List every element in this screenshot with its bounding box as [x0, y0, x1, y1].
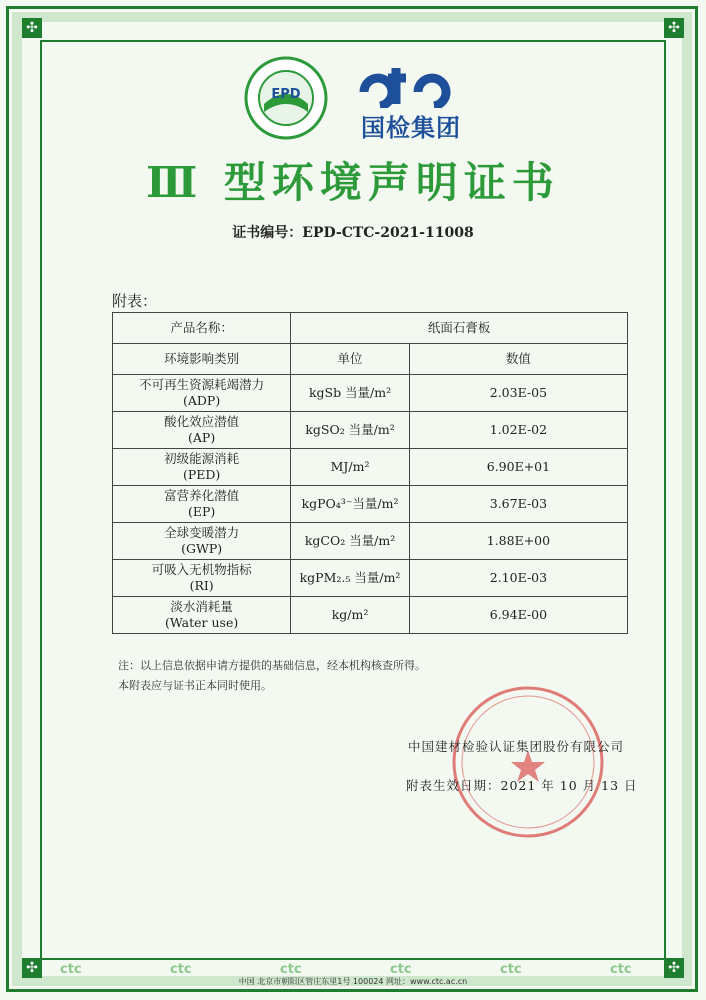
ctc-name: 国检集团: [361, 114, 461, 142]
epd-logo-icon: [244, 56, 328, 140]
indicator-unit: kgSO₂ 当量/m²: [291, 412, 410, 449]
certificate-number: EPD-CTC-2021-11008: [302, 225, 474, 241]
table-row: [113, 560, 628, 597]
indicator-table: [112, 312, 628, 634]
indicator-unit: MJ/m²: [291, 449, 410, 486]
indicator-value: 2.03E-05: [409, 375, 627, 412]
ctc-wordmark-icon: [356, 62, 466, 108]
annex-label: 附表：: [112, 292, 158, 310]
epd-badge-text: EPD: [271, 87, 301, 102]
indicator-abbr: (EP): [187, 504, 216, 519]
official-stamp-icon: [448, 682, 608, 842]
certificate-number-label: 证书编号：: [232, 225, 303, 241]
indicator-name: 初级能源消耗: [164, 451, 240, 466]
indicator-value: 3.67E-03: [409, 486, 627, 523]
ctc-watermark: ctc: [500, 962, 522, 977]
corner-ornament-icon: ✣: [664, 18, 684, 38]
indicator-name: 全球变暖潜力: [164, 525, 240, 540]
table-row: [113, 486, 628, 523]
table-row: [113, 449, 628, 486]
indicator-value: 6.90E+01: [409, 449, 627, 486]
indicator-abbr: (RI): [189, 578, 214, 593]
indicator-name: 淡水消耗量: [170, 599, 233, 614]
indicator-abbr: (ADP): [183, 393, 221, 408]
ctc-watermark: ctc: [610, 962, 632, 977]
indicator-abbr: (PED): [182, 467, 221, 482]
indicator-name: 酸化效应潜值: [164, 414, 240, 429]
certificate-number-line: [0, 222, 706, 242]
footer-address: 中国 北京市朝阳区管庄东里1号 100024 网址：www.ctc.ac.cn: [238, 977, 468, 986]
note-line: 本附表应与证书正本同时使用。: [118, 679, 272, 692]
indicator-unit: kgCO₂ 当量/m²: [291, 523, 410, 560]
table-row: [113, 597, 628, 634]
product-row: [113, 313, 628, 344]
product-value: 纸面石膏板: [291, 313, 628, 344]
indicator-abbr: (Water use): [165, 615, 239, 630]
indicator-name: 不可再生资源耗竭潜力: [139, 377, 265, 392]
ctc-watermark: ctc: [390, 962, 412, 977]
ctc-logo: [356, 62, 466, 142]
indicator-unit: kgPO₄³⁻当量/m²: [291, 486, 410, 523]
indicator-unit: kgPM₂.₅ 当量/m²: [291, 560, 410, 597]
issuer-name: 中国建材检验认证集团股份有限公司: [408, 739, 625, 754]
header-value: 数值: [409, 344, 627, 375]
header-indicator: 环境影响类别: [113, 344, 291, 375]
indicator-name: 可吸入无机物指标: [151, 562, 252, 577]
indicator-unit: kg/m²: [291, 597, 410, 634]
corner-ornament-icon: ✣: [22, 18, 42, 38]
product-label: 产品名称：: [113, 313, 291, 344]
table-row: [113, 375, 628, 412]
corner-ornament-icon: ✣: [22, 958, 42, 978]
corner-ornament-icon: ✣: [664, 958, 684, 978]
table-row: [113, 523, 628, 560]
indicator-abbr: (GWP): [181, 541, 223, 556]
indicator-unit: kgSb 当量/m²: [291, 375, 410, 412]
indicator-value: 1.02E-02: [409, 412, 627, 449]
notes: [118, 656, 426, 696]
ctc-watermark: ctc: [170, 962, 192, 977]
indicator-name: 富营养化潜值: [164, 488, 240, 503]
table-header-row: [113, 344, 628, 375]
effective-date: 附表生效日期：2021 年 10 月 13 日: [406, 778, 638, 793]
indicator-value: 1.88E+00: [409, 523, 627, 560]
indicator-abbr: (AP): [188, 430, 216, 445]
page-title: Ⅲ 型环境声明证书: [146, 158, 560, 207]
table-row: [113, 412, 628, 449]
indicator-value: 2.10E-03: [409, 560, 627, 597]
header-unit: 单位: [291, 344, 410, 375]
indicator-value: 6.94E-00: [409, 597, 627, 634]
ctc-watermark: ctc: [60, 962, 82, 977]
ctc-watermark: ctc: [280, 962, 302, 977]
note-line: 注：以上信息依据申请方提供的基础信息，经本机构核查所得。: [118, 659, 426, 672]
